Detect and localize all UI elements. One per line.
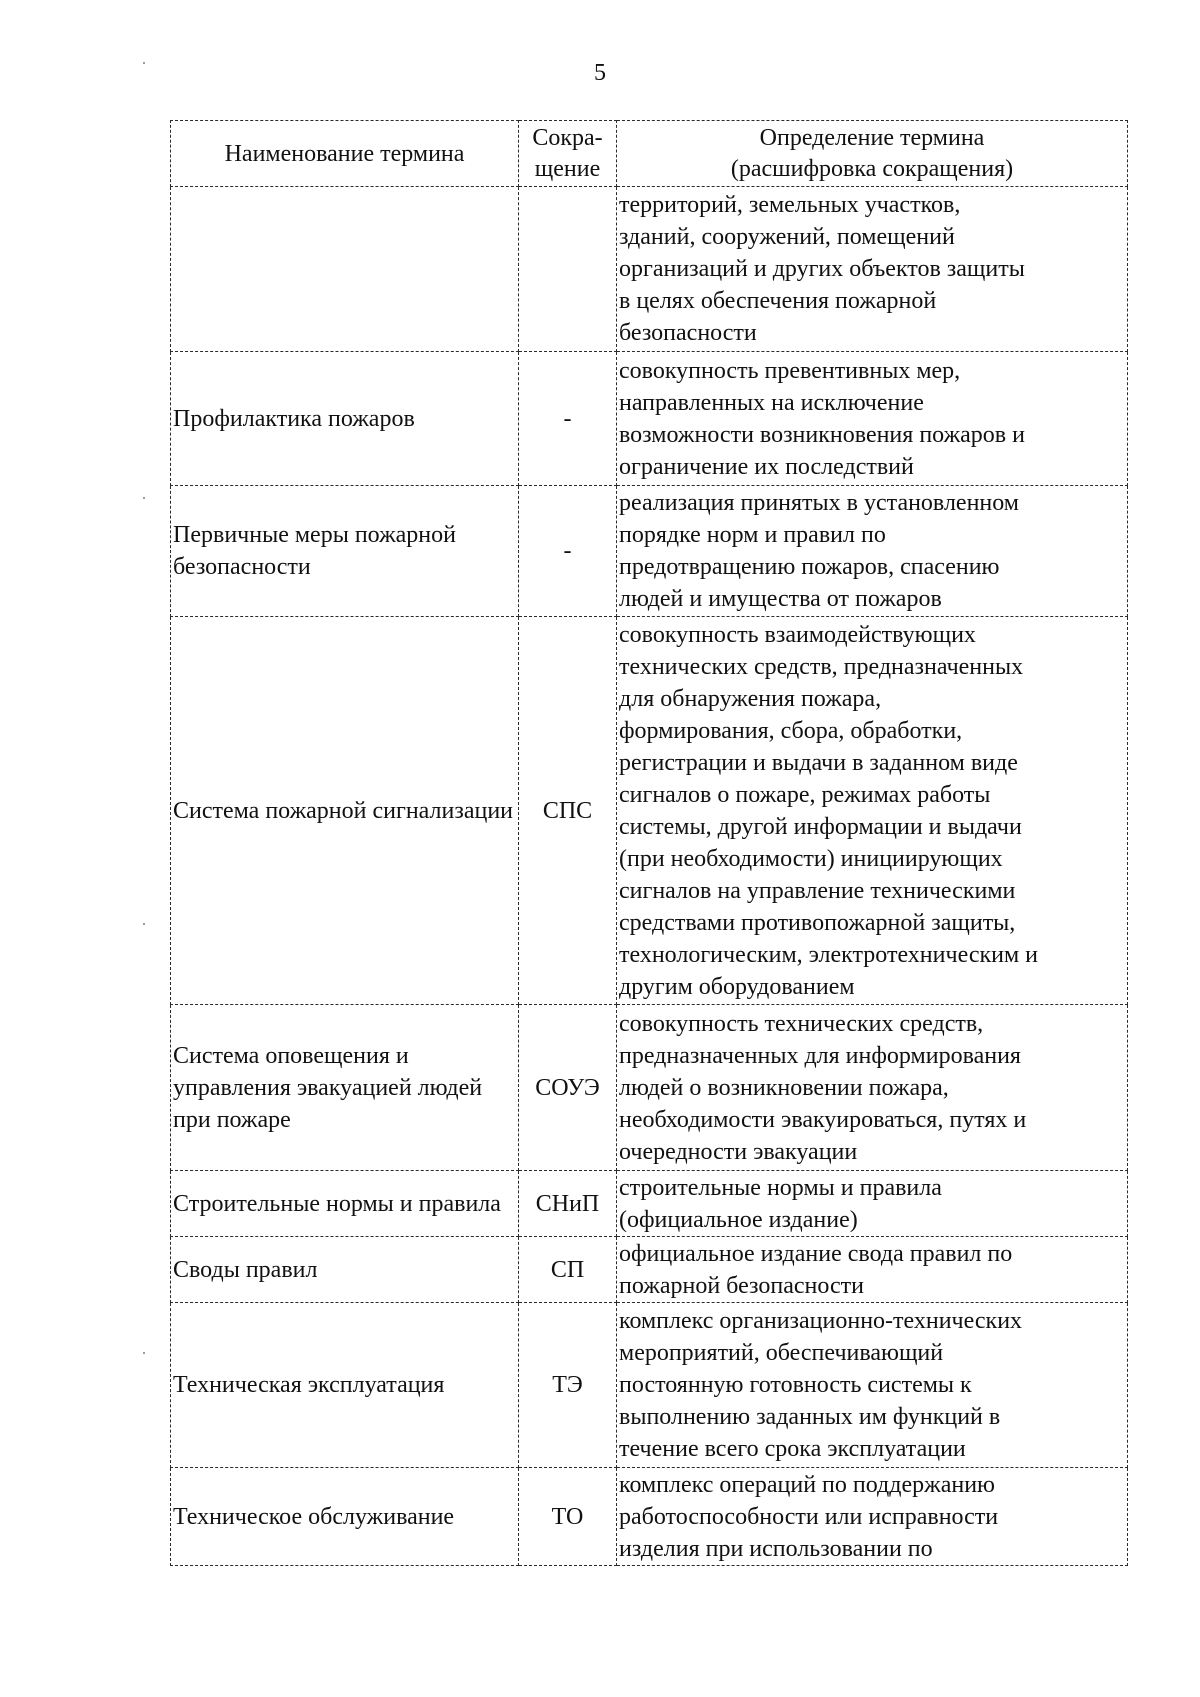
definition-line: реализация принятых в установленном [619,490,1019,516]
scan-mark [143,1352,145,1354]
term-name: Строительные нормы и правила [171,1171,519,1237]
term-abbreviation: СНиП [519,1171,617,1237]
term-name [171,187,519,352]
scan-mark [143,497,145,499]
table-row [171,1303,1128,1468]
definition-line: пожарной безопасности [619,1272,864,1299]
definition-line: (при необходимости) инициирующих [619,845,1003,872]
definition-line: сигналов на управление техническими [619,877,1016,904]
definition-line: необходимости эвакуироваться, путях и [619,1106,1027,1133]
header-abbreviation-line: Сокра- [532,124,603,151]
term-abbreviation: СОУЭ [519,1005,617,1171]
term-abbreviation: СПС [519,617,617,1005]
header-row [171,121,1128,187]
term-definition [617,1303,1128,1468]
term-abbreviation: ТО [519,1468,617,1566]
term-name: Профилактика пожаров [171,352,519,486]
definition-line: совокупность превентивных мер, [619,357,961,384]
definition-line: технологическим, электротехническим и [619,941,1039,968]
table-row [171,352,1128,486]
definition-line: безопасности [619,320,757,346]
header-abbreviation-line: щение [534,155,601,182]
definition-line: (официальное издание) [619,1206,858,1233]
definition-line: изделия при использовании по [619,1535,933,1562]
term-definition [617,1171,1128,1237]
table-row [171,1005,1128,1171]
definition-line: течение всего срока эксплуатации [619,1436,966,1462]
definition-line: направленных на исключение [619,389,924,416]
term-abbreviation: ТЭ [519,1303,617,1468]
definition-line: средствами противопожарной защиты, [619,909,1016,936]
definition-line: людей о возникновении пожара, [619,1074,949,1101]
definition-line: комплекс операций по поддержанию [619,1471,995,1498]
definition-line: предназначенных для информирования [619,1042,1021,1069]
header-definition [617,121,1128,187]
scan-mark [143,62,145,64]
term-name: Техническое обслуживание [171,1468,519,1566]
definition-line: в целях обеспечения пожарной [619,288,937,314]
definition-line: предотвращению пожаров, спасению [619,554,1000,580]
page-number: 5 [594,60,606,86]
scan-mark [143,923,145,925]
definition-line: зданий, сооружений, помещений [619,224,955,250]
term-abbreviation: - [519,486,617,617]
definition-line: формирования, сбора, обработки, [619,717,963,744]
definition-line: очередности эвакуации [619,1138,858,1165]
term-definition [617,617,1128,1005]
definition-line: территорий, земельных участков, [619,192,961,218]
term-name: Своды правил [171,1237,519,1303]
definition-line: организаций и других объектов защиты [619,256,1025,282]
definition-line: строительные нормы и правила [619,1174,942,1201]
table-row [171,1237,1128,1303]
term-abbreviation: СП [519,1237,617,1303]
header-definition-line: Определение термина [759,124,985,151]
term-name: Система пожарной сигнализации [171,617,519,1005]
table-row [171,486,1128,617]
definition-line: ограничение их последствий [619,453,914,480]
term-definition [617,1005,1128,1171]
table-row [171,187,1128,352]
definition-line: совокупность технических средств, [619,1010,984,1037]
definition-line: технических средств, предназначенных [619,653,1024,680]
term-definition [617,352,1128,486]
term-definition [617,486,1128,617]
definition-line: официальное издание свода правил по [619,1240,1013,1267]
definition-line: мероприятий, обеспечивающий [619,1340,944,1366]
definition-line: совокупность взаимодействующих [619,621,976,648]
terms-table [170,120,1128,1566]
definition-line: системы, другой информации и выдачи [619,813,1022,840]
definition-line: возможности возникновения пожаров и [619,421,1025,448]
definition-line: людей и имущества от пожаров [619,586,942,612]
table-row [171,617,1128,1005]
header-abbreviation [519,121,617,187]
term-name: Система оповещения и управления эвакуацией людей при пожаре [171,1005,519,1171]
header-definition-line: (расшифровка сокращения) [730,155,1014,182]
definition-line: сигналов о пожаре, режимах работы [619,781,991,808]
header-term-name: Наименование термина [171,121,519,187]
term-abbreviation: - [519,352,617,486]
definition-line: постоянную готовность системы к [619,1372,972,1398]
definition-line: комплекс организационно-технических [619,1308,1023,1334]
term-name: Первичные меры пожарной безопасности [171,486,519,617]
term-name: Техническая эксплуатация [171,1303,519,1468]
table-row [171,1468,1128,1566]
term-definition [617,187,1128,352]
definition-line: работоспособности или исправности [619,1503,999,1530]
terms-table-body [171,187,1128,1566]
definition-line: порядке норм и правил по [619,522,886,548]
term-definition [617,1237,1128,1303]
definition-line: другим оборудованием [619,973,855,1000]
term-abbreviation [519,187,617,352]
definition-line: для обнаружения пожара, [619,685,882,712]
definition-line: выполнению заданных им функций в [619,1404,1001,1430]
term-definition [617,1468,1128,1566]
table-row [171,1171,1128,1237]
definition-line: регистрации и выдачи в заданном виде [619,749,1018,776]
